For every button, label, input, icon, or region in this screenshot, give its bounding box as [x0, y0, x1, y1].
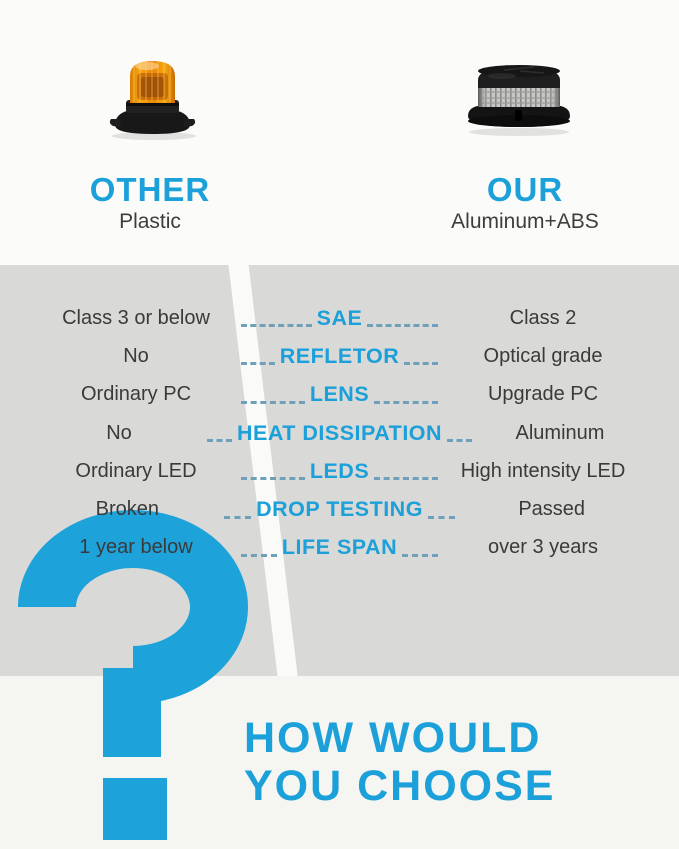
comparison-row [0, 529, 679, 567]
feature-label: SAE [316, 305, 363, 330]
our-header [430, 172, 620, 235]
amber-beacon-icon [105, 53, 200, 141]
feature-label: LENS [309, 382, 370, 407]
other-value: Ordinary PC [80, 383, 192, 406]
dotted-leader [241, 386, 305, 404]
our-value: Aluminum [515, 421, 605, 444]
our-value: Passed [518, 498, 586, 521]
feature-label: DROP TESTING [256, 497, 423, 522]
other-value: No [123, 344, 149, 367]
our-value: Upgrade PC [487, 383, 599, 406]
dotted-leader [374, 462, 438, 480]
comparison-table [0, 299, 679, 567]
dotted-leader [241, 539, 277, 557]
other-value: Broken [95, 498, 160, 521]
other-value: Ordinary LED [75, 459, 197, 482]
our-beacon-image [460, 58, 578, 143]
dotted-leader [241, 309, 312, 327]
comparison-row [0, 452, 679, 490]
closing-line-1: HOW WOULD [244, 714, 542, 762]
feature-label: REFLETOR [279, 343, 400, 368]
comparison-row [0, 490, 679, 528]
our-title: OUR [486, 171, 564, 208]
other-beacon-image [105, 53, 200, 146]
other-title: OTHER [89, 171, 211, 208]
comparison-row [0, 299, 679, 337]
dotted-leader [367, 309, 438, 327]
black-beacon-icon [460, 58, 578, 138]
dotted-leader [447, 424, 472, 442]
dotted-leader [224, 501, 251, 519]
comparison-row [0, 337, 679, 375]
our-value: High intensity LED [460, 459, 626, 482]
other-header [55, 172, 245, 235]
comparison-row [0, 376, 679, 414]
closing-line-2: YOU CHOOSE [244, 762, 556, 810]
comparison-row [0, 414, 679, 452]
dotted-leader [404, 347, 438, 365]
other-value: Class 3 or below [62, 306, 210, 329]
our-value: Class 2 [509, 306, 577, 329]
our-subtitle: Aluminum+ABS [451, 210, 599, 233]
dotted-leader [241, 347, 275, 365]
other-value: No [106, 421, 132, 444]
dotted-leader [402, 539, 438, 557]
other-value: 1 year below [79, 536, 193, 559]
dotted-leader [428, 501, 455, 519]
our-value: Optical grade [483, 344, 603, 367]
feature-label: HEAT DISSIPATION [236, 420, 443, 445]
feature-label: LIFE SPAN [281, 535, 398, 560]
closing-headline [244, 714, 556, 810]
dotted-leader [374, 386, 438, 404]
our-value: over 3 years [487, 536, 599, 559]
feature-label: LEDS [309, 458, 370, 483]
dotted-leader [207, 424, 232, 442]
dotted-leader [241, 462, 305, 480]
other-subtitle: Plastic [119, 210, 181, 233]
